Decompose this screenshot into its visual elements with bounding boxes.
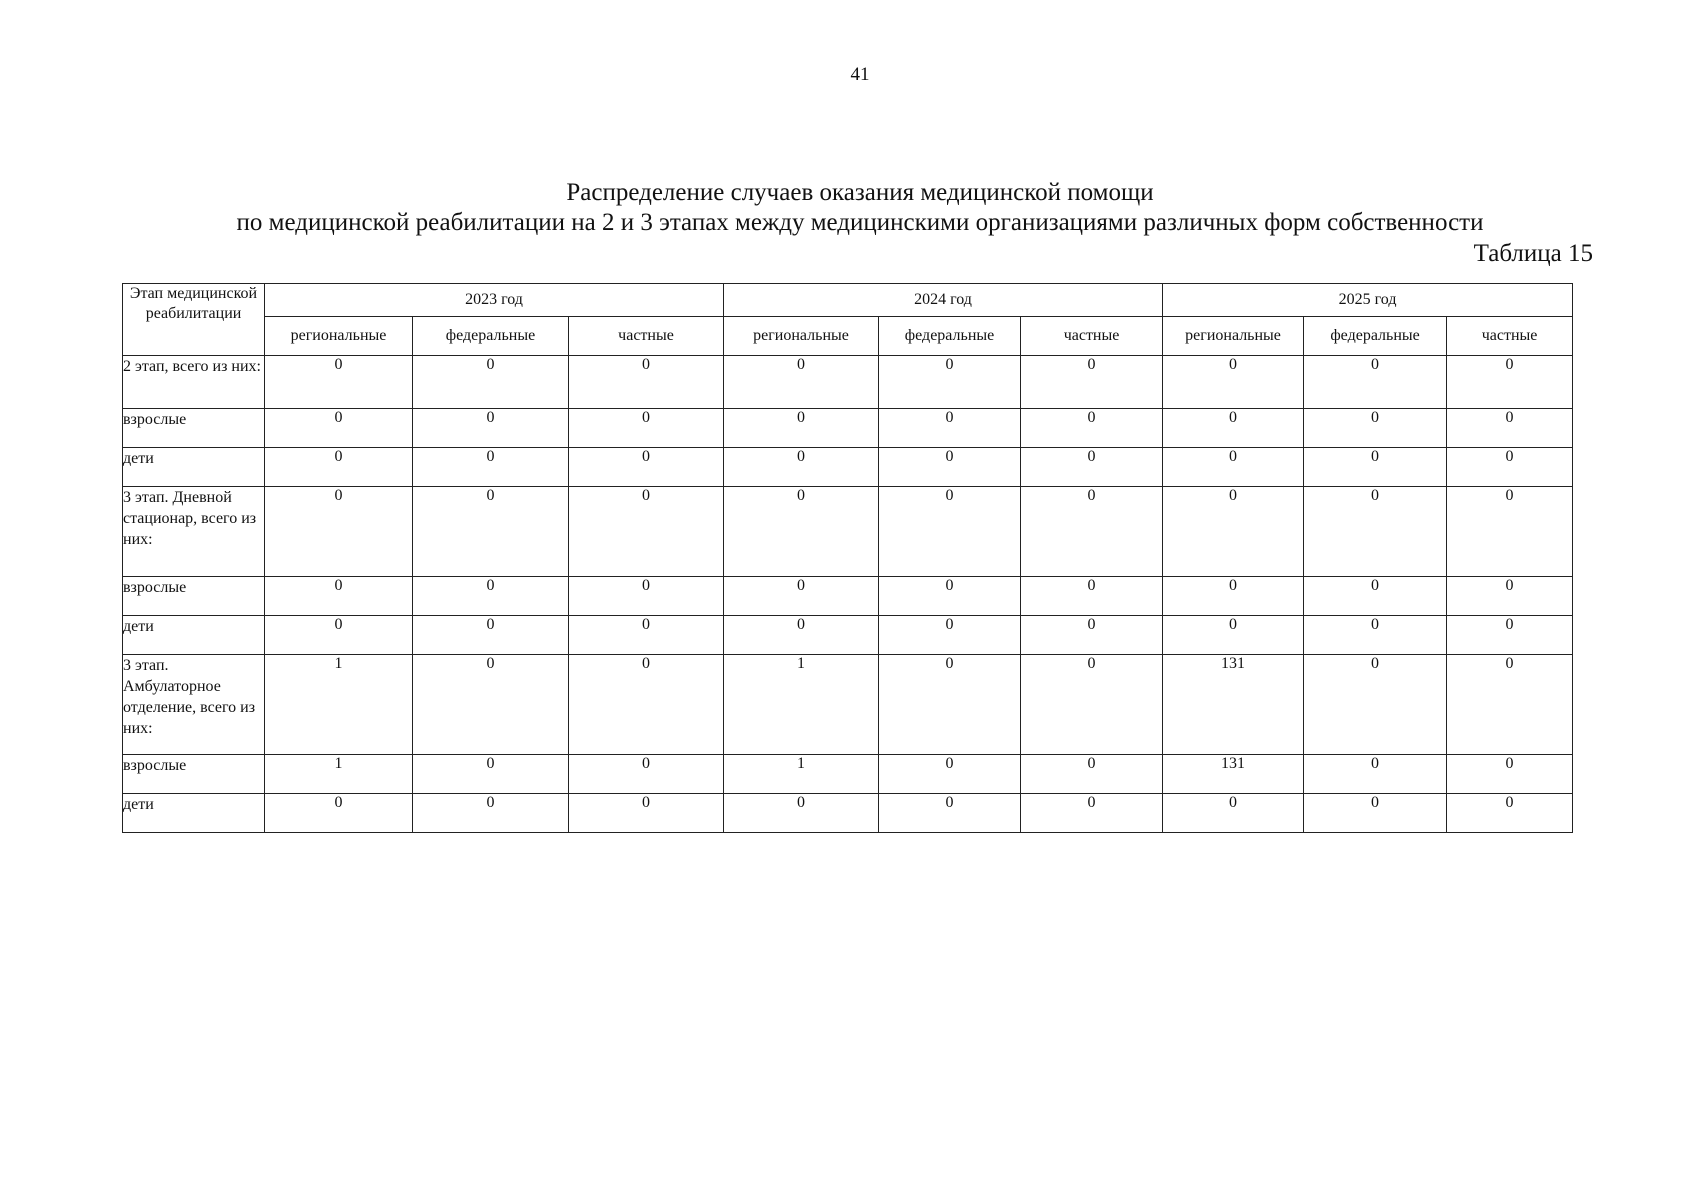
table-cell: 0 <box>1021 616 1163 655</box>
table-cell: 0 <box>724 487 879 577</box>
row-label: дети <box>123 448 265 487</box>
table-cell: 131 <box>1163 755 1304 794</box>
row-label: 2 этап, всего из них: <box>123 356 265 409</box>
table-cell: 1 <box>724 655 879 755</box>
table-cell: 0 <box>1304 655 1447 755</box>
table-cell: 0 <box>1304 356 1447 409</box>
table-row <box>123 487 1573 577</box>
table-cell: 0 <box>265 577 413 616</box>
table-cell: 0 <box>569 487 724 577</box>
table-row <box>123 655 1573 755</box>
header-year: 2023 год <box>265 284 724 317</box>
table-cell: 0 <box>569 655 724 755</box>
table-cell: 0 <box>1447 755 1573 794</box>
header-federal: федеральные <box>1304 317 1447 356</box>
table-cell: 1 <box>265 755 413 794</box>
table-cell: 0 <box>1021 577 1163 616</box>
table-cell: 0 <box>724 577 879 616</box>
table-cell: 1 <box>724 755 879 794</box>
header-regional: региональные <box>724 317 879 356</box>
document-title <box>120 178 1600 238</box>
table-cell: 0 <box>1021 487 1163 577</box>
row-label: 3 этап. Амбулаторное отделение, всего из них: <box>123 655 265 755</box>
table-cell: 0 <box>1304 409 1447 448</box>
table-row <box>123 794 1573 833</box>
table-cell: 0 <box>1304 616 1447 655</box>
table-row <box>123 755 1573 794</box>
table-cell: 0 <box>413 577 569 616</box>
row-label: взрослые <box>123 409 265 448</box>
header-regional: региональные <box>265 317 413 356</box>
table-cell: 0 <box>1163 577 1304 616</box>
table-body <box>123 356 1573 833</box>
table-cell: 0 <box>569 755 724 794</box>
table-cell: 0 <box>265 616 413 655</box>
table-cell: 0 <box>1021 409 1163 448</box>
row-label: дети <box>123 616 265 655</box>
header-private: частные <box>1447 317 1573 356</box>
table-cell: 0 <box>724 409 879 448</box>
row-label: 3 этап. Дневной стационар, всего из них: <box>123 487 265 577</box>
table-cell: 0 <box>1021 448 1163 487</box>
table-cell: 0 <box>265 356 413 409</box>
table-row <box>123 448 1573 487</box>
table-cell: 0 <box>1021 655 1163 755</box>
table-cell: 0 <box>413 356 569 409</box>
table-cell: 0 <box>1163 794 1304 833</box>
table-cell: 0 <box>1447 655 1573 755</box>
table-cell: 0 <box>1447 487 1573 577</box>
table-cell: 0 <box>265 487 413 577</box>
table-cell: 0 <box>569 616 724 655</box>
table-cell: 0 <box>569 409 724 448</box>
table-row <box>123 577 1573 616</box>
rehabilitation-table <box>122 283 1573 833</box>
table-cell: 0 <box>1447 356 1573 409</box>
header-private: частные <box>569 317 724 356</box>
table-cell: 0 <box>1447 616 1573 655</box>
header-federal: федеральные <box>413 317 569 356</box>
table-cell: 0 <box>1447 448 1573 487</box>
table-cell: 0 <box>265 409 413 448</box>
title-line-1: Распределение случаев оказания медицинской помощи <box>566 179 1154 206</box>
table-cell: 0 <box>1304 755 1447 794</box>
header-federal: федеральные <box>879 317 1021 356</box>
table-cell: 0 <box>1163 448 1304 487</box>
table-cell: 0 <box>413 755 569 794</box>
table-cell: 131 <box>1163 655 1304 755</box>
table-cell: 0 <box>1447 577 1573 616</box>
row-label: взрослые <box>123 577 265 616</box>
table-cell: 0 <box>413 655 569 755</box>
row-label: дети <box>123 794 265 833</box>
table-cell: 0 <box>413 616 569 655</box>
table-cell: 0 <box>879 409 1021 448</box>
table-caption: Таблица 15 <box>1473 240 1593 267</box>
table-cell: 0 <box>569 356 724 409</box>
table-cell: 0 <box>724 356 879 409</box>
table-cell: 0 <box>879 616 1021 655</box>
table-row <box>123 616 1573 655</box>
table-cell: 0 <box>1021 794 1163 833</box>
table-cell: 0 <box>1304 577 1447 616</box>
table-cell: 0 <box>1304 487 1447 577</box>
table-cell: 0 <box>1447 409 1573 448</box>
table-cell: 0 <box>1447 794 1573 833</box>
table-cell: 0 <box>1021 755 1163 794</box>
table-cell: 0 <box>1163 356 1304 409</box>
table-cell: 0 <box>724 794 879 833</box>
table-cell: 0 <box>413 409 569 448</box>
table-cell: 0 <box>879 655 1021 755</box>
table-cell: 0 <box>413 794 569 833</box>
header-year: 2025 год <box>1163 284 1573 317</box>
table-cell: 0 <box>1304 448 1447 487</box>
table-cell: 0 <box>724 448 879 487</box>
table-cell: 0 <box>1163 616 1304 655</box>
table-cell: 0 <box>879 356 1021 409</box>
table-cell: 0 <box>1304 794 1447 833</box>
table-cell: 0 <box>265 448 413 487</box>
table-cell: 0 <box>569 577 724 616</box>
title-line-2: по медицинской реабилитации на 2 и 3 этапах между медицинскими организациями различных форм собственности <box>236 209 1484 236</box>
table-cell: 0 <box>879 755 1021 794</box>
table-row <box>123 409 1573 448</box>
table-cell: 0 <box>879 794 1021 833</box>
table-cell: 0 <box>1021 356 1163 409</box>
header-regional: региональные <box>1163 317 1304 356</box>
header-private: частные <box>1021 317 1163 356</box>
table-cell: 0 <box>569 448 724 487</box>
row-label: взрослые <box>123 755 265 794</box>
table-cell: 0 <box>1163 487 1304 577</box>
header-year: 2024 год <box>724 284 1163 317</box>
table-cell: 0 <box>724 616 879 655</box>
table-row <box>123 356 1573 409</box>
header-stage: Этап медицинской реабилитации <box>123 284 265 356</box>
table-cell: 0 <box>569 794 724 833</box>
table-cell: 0 <box>413 487 569 577</box>
table-cell: 0 <box>1163 409 1304 448</box>
table-cell: 0 <box>879 487 1021 577</box>
table-cell: 0 <box>265 794 413 833</box>
table-cell: 0 <box>879 577 1021 616</box>
table-cell: 0 <box>879 448 1021 487</box>
page-number: 41 <box>850 64 870 85</box>
table-cell: 1 <box>265 655 413 755</box>
table-cell: 0 <box>413 448 569 487</box>
